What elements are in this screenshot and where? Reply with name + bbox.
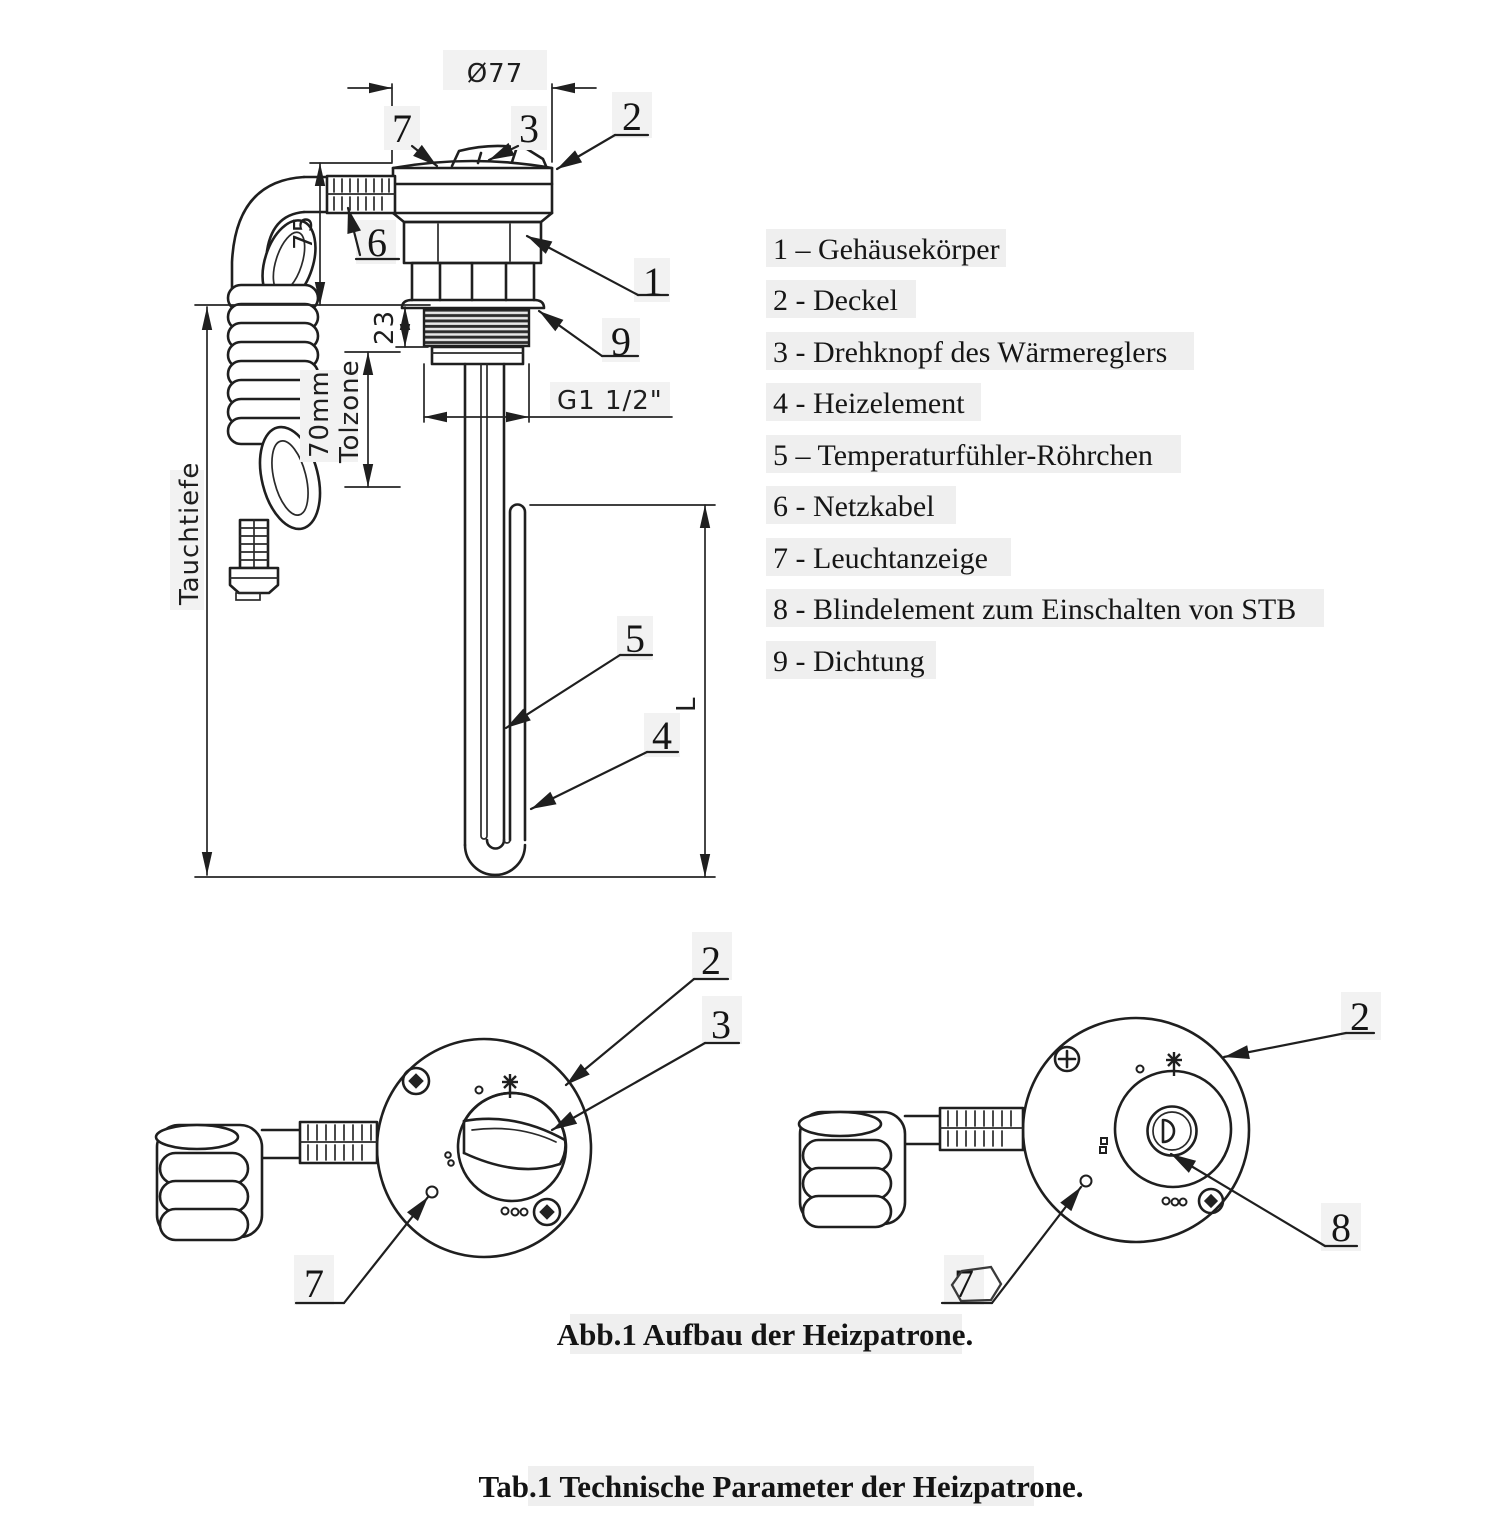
callout-6: 6 <box>367 220 387 265</box>
callout-2: 2 <box>622 94 642 139</box>
knob-grip <box>464 1119 565 1169</box>
dim-thread-length <box>370 307 428 347</box>
dim-thread-size <box>424 364 672 422</box>
legend <box>766 229 1324 679</box>
left-view-callouts <box>294 932 742 1306</box>
gasket <box>432 347 523 364</box>
callout-rv-8: 8 <box>1331 1205 1351 1250</box>
cap-view-with-knob <box>156 932 742 1306</box>
plug-stem <box>240 520 268 568</box>
dim-tauchtiefe-label: Tauchtiefe <box>175 461 205 605</box>
capped-leg <box>510 505 525 840</box>
sensor-tube <box>481 364 487 839</box>
thread-section <box>424 309 529 364</box>
indicator-light-right <box>1081 1176 1092 1187</box>
callout-7: 7 <box>392 106 412 151</box>
cap-view-without-knob <box>799 992 1381 1306</box>
dim-diameter-label: Ø77 <box>466 59 524 89</box>
callout-rv-2: 2 <box>1350 994 1370 1039</box>
cap-screw-right-top <box>1055 1047 1079 1071</box>
table-caption: Tab.1 Technische Parameter der Heizpatrone. <box>478 1469 1084 1504</box>
heating-tube <box>465 364 525 875</box>
cable-gland <box>327 176 395 213</box>
legend-item-1: 1 – Gehäusekörper <box>773 233 1000 266</box>
main-callouts <box>348 92 680 809</box>
callout-lv-2: 2 <box>701 938 721 983</box>
callout-3: 3 <box>519 106 539 151</box>
housing-head <box>393 146 552 308</box>
dim-g112-label: G1 1/2" <box>557 386 663 416</box>
cap-cover-left <box>377 1039 591 1257</box>
legend-item-4: 4 - Heizelement <box>773 387 965 420</box>
dim-75-label: 75 <box>289 214 319 250</box>
blind-element-d <box>1163 1120 1174 1142</box>
thread-g1half <box>424 309 529 346</box>
legend-item-5: 5 – Temperaturfühler-Röhrchen <box>773 439 1153 472</box>
dim-tolzone-label: Tolzone <box>335 359 365 463</box>
legend-item-3: 3 - Drehknopf des Wärmereglers <box>773 336 1168 369</box>
figure-caption: Abb.1 Aufbau der Heizpatrone. <box>556 1317 974 1352</box>
legend-item-9: 9 - Dichtung <box>773 645 925 678</box>
plug-right-view <box>799 1108 1023 1227</box>
callout-lv-7: 7 <box>304 1261 324 1306</box>
dim-23-label: 23 <box>370 309 400 345</box>
legend-item-2: 2 - Deckel <box>773 284 898 317</box>
dim-L-label: L <box>672 696 702 712</box>
legend-item-7: 7 - Leuchtanzeige <box>773 542 988 575</box>
plug-left-view <box>156 1122 377 1240</box>
legend-item-8: 8 - Blindelement zum Einschalten von STB <box>773 593 1297 626</box>
callout-1: 1 <box>643 259 663 304</box>
cap-screw-left-bottom <box>534 1199 560 1225</box>
cap-screw-right-bottom <box>1199 1189 1223 1213</box>
callout-9: 9 <box>611 319 631 364</box>
cap-screw-left-top <box>403 1068 429 1094</box>
indicator-light-left <box>427 1187 438 1198</box>
plug-side <box>230 568 278 593</box>
blind-element-ring <box>1148 1107 1197 1156</box>
callout-5: 5 <box>625 616 645 661</box>
main-side-view <box>170 50 715 877</box>
captions <box>478 1314 1083 1506</box>
callout-lv-3: 3 <box>711 1002 731 1047</box>
callout-rv-7: 7 <box>954 1261 974 1306</box>
dim-element-length <box>530 505 715 877</box>
dim-70mm-label: 70mm <box>305 370 335 458</box>
legend-item-6: 6 - Netzkabel <box>773 490 935 523</box>
callout-4: 4 <box>652 713 672 758</box>
